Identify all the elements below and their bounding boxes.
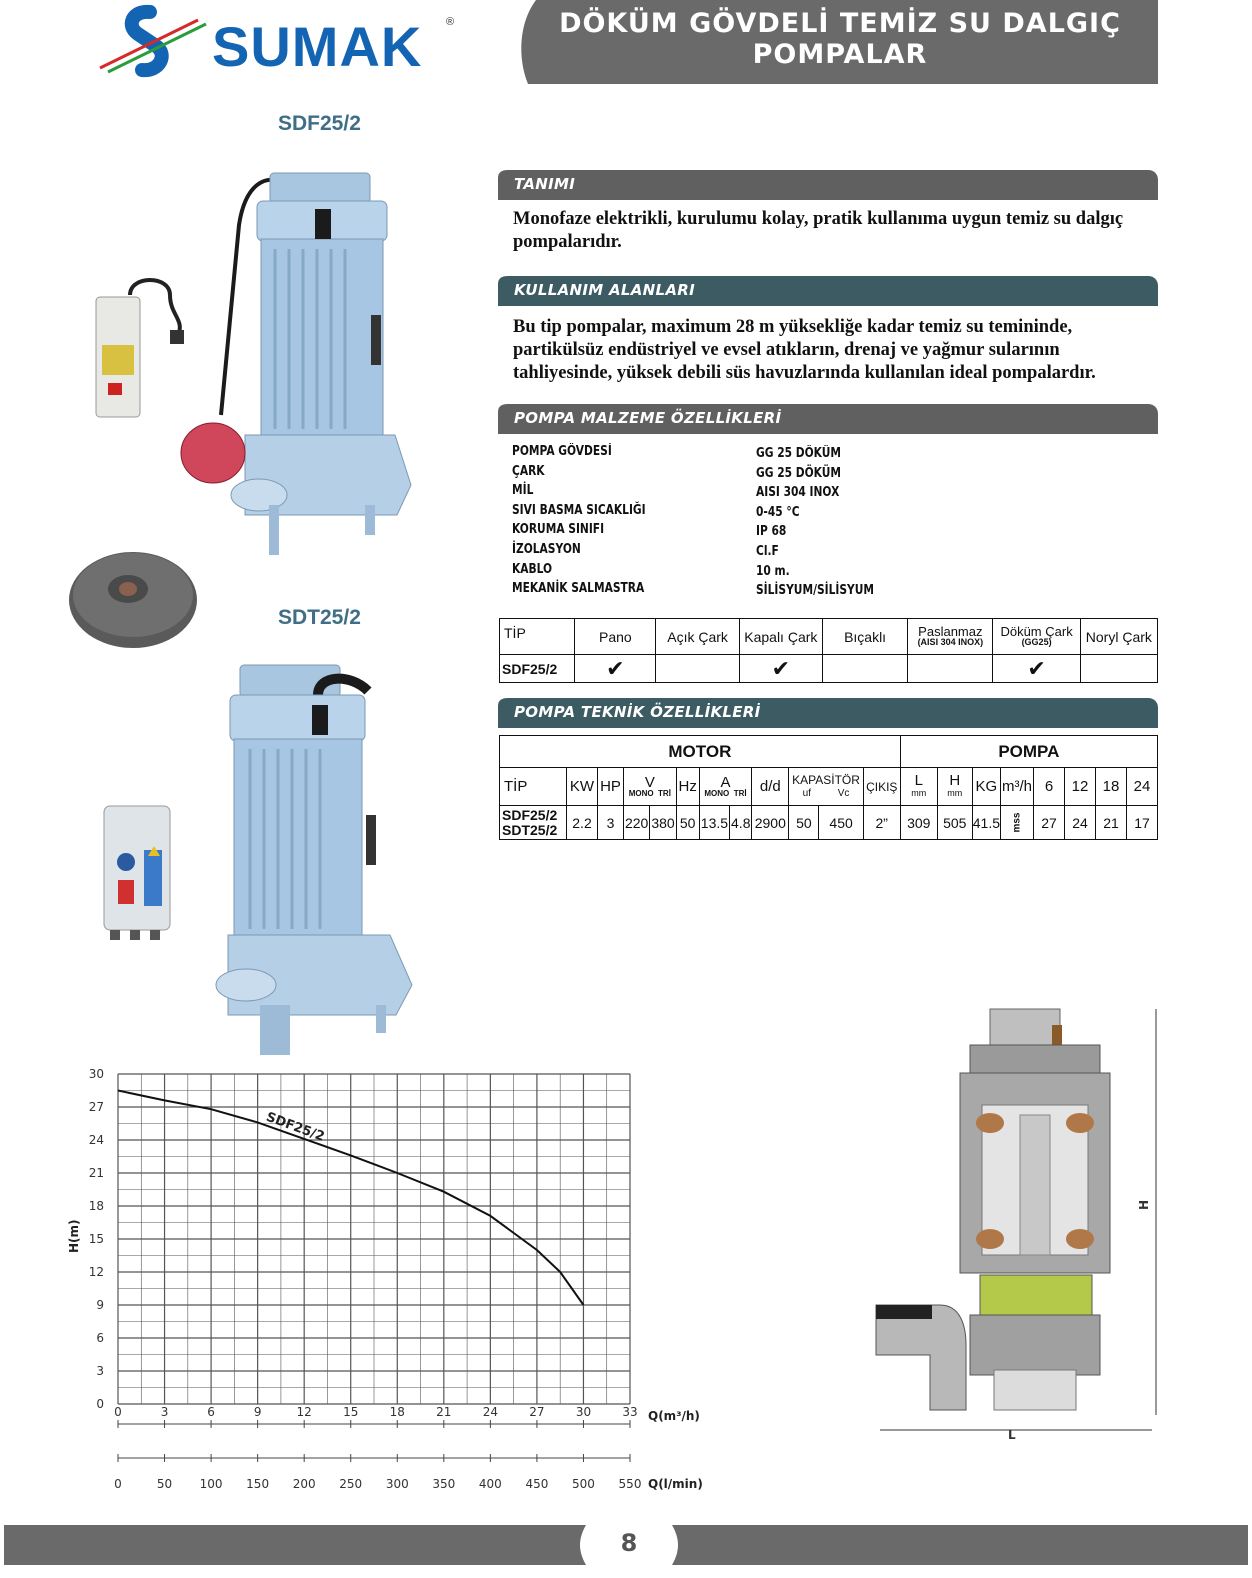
pump-sdt-image xyxy=(200,655,425,1065)
chart-x2-tick-label: 100 xyxy=(199,1477,223,1491)
kap-vc: Vc xyxy=(837,787,850,799)
tech-h12: 24 xyxy=(1065,806,1096,840)
l-label: L xyxy=(914,771,923,789)
tech-header-hp: HP xyxy=(598,768,624,806)
chart-x2-tick-label: 450 xyxy=(525,1477,549,1491)
tech-mss-cell xyxy=(1001,806,1034,840)
feature-empty-acik xyxy=(656,655,739,683)
chart-x-tick-label: 9 xyxy=(253,1405,262,1419)
tech-kw: 2.2 xyxy=(567,806,598,840)
a-label: A xyxy=(720,773,731,791)
feature-header-kapali: Kapalı Çark xyxy=(739,619,822,655)
tech-header-v xyxy=(624,768,677,806)
material-value: 10 m. xyxy=(756,563,790,579)
dokum-sub: (GG25) xyxy=(1021,637,1052,647)
material-value: AISI 304 INOX xyxy=(756,485,840,501)
page-title xyxy=(540,8,1140,70)
chart-y-tick-label: 6 xyxy=(96,1331,104,1345)
tech-row-tip xyxy=(500,806,567,840)
chart-y-tick-label: 21 xyxy=(88,1166,104,1180)
chart-x2-tick-label: 500 xyxy=(572,1477,595,1491)
feature-header-acik: Açık Çark xyxy=(656,619,739,655)
tech-header-a xyxy=(699,768,752,806)
tech-v-tri: 380 xyxy=(650,806,676,840)
paslanmaz-label: Paslanmaz xyxy=(918,624,983,639)
pompa-header: POMPA xyxy=(900,736,1157,768)
kullanim-section-bar xyxy=(498,276,1158,306)
motor-header: MOTOR xyxy=(500,736,901,768)
chart-x2-axis-label: Q(l/min) xyxy=(648,1477,703,1491)
pump-cross-section-image xyxy=(870,1005,1165,1445)
feature-header-tip: TİP xyxy=(500,619,575,655)
material-values xyxy=(756,444,920,601)
l-unit: mm xyxy=(911,787,927,798)
feature-table xyxy=(499,618,1158,683)
chart-x2-tick-label: 300 xyxy=(385,1477,409,1491)
chart-y-tick-label: 24 xyxy=(88,1133,104,1147)
page-number: 8 xyxy=(620,1529,638,1557)
tech-h18: 21 xyxy=(1096,806,1127,840)
logo-emblem-icon xyxy=(98,6,218,84)
tech-header-q24: 24 xyxy=(1127,768,1158,806)
feature-header-paslanmaz xyxy=(908,619,993,655)
teknik-section-bar xyxy=(498,698,1158,728)
title-line-1: DÖKÜM GÖVDELİ TEMİZ SU DALGIÇ xyxy=(559,8,1121,39)
tech-header-q6: 6 xyxy=(1034,768,1065,806)
material-label: ÇARK xyxy=(512,463,545,479)
feature-check-kapali: ✔ xyxy=(739,655,822,683)
chart-y-tick-label: 18 xyxy=(88,1199,104,1213)
pump-sdf-image xyxy=(175,165,420,570)
chart-x2-tick-label: 550 xyxy=(618,1477,642,1491)
material-label: KORUMA SINIFI xyxy=(512,522,605,538)
dokum-label: Döküm Çark xyxy=(1000,624,1073,639)
control-panel-2-image xyxy=(100,800,185,945)
title-line-2: POMPALAR xyxy=(752,39,928,70)
material-label: SIVI BASMA SICAKLIĞI xyxy=(512,502,646,518)
feature-header-bicakli: Bıçaklı xyxy=(822,619,907,655)
chart-x2-tick-label: 400 xyxy=(478,1477,502,1491)
chart-x-tick-label: 6 xyxy=(207,1405,215,1419)
chart-x-axis-label: Q(m³/h) xyxy=(648,1409,700,1423)
paslanmaz-sub: (AISI 304 INOX) xyxy=(917,637,984,647)
tech-kap-uf: 50 xyxy=(789,806,819,840)
tech-header-dd: d/d xyxy=(752,768,789,806)
chart-x2-tick-label: 350 xyxy=(432,1477,456,1491)
chart-x-ticks xyxy=(114,1405,637,1428)
tech-h6: 27 xyxy=(1034,806,1065,840)
a-tri: TRİ xyxy=(733,788,747,798)
tech-tip-2: SDT25/2 xyxy=(502,821,558,838)
malzeme-section-bar xyxy=(498,404,1158,434)
tech-hz: 50 xyxy=(676,806,699,840)
tech-header-h xyxy=(937,768,972,806)
material-label: İZOLASYON xyxy=(512,541,581,557)
h-label: H xyxy=(949,771,961,789)
chart-y-tick-label: 3 xyxy=(96,1364,104,1378)
chart-x2-tick-label: 50 xyxy=(156,1477,173,1491)
tech-header-tip: TİP xyxy=(500,768,567,806)
chart-x-tick-label: 24 xyxy=(482,1405,499,1419)
feature-check-pano: ✔ xyxy=(575,655,656,683)
registered-mark: ® xyxy=(446,16,455,28)
chart-x-tick-label: 12 xyxy=(296,1405,312,1419)
tech-header-q12: 12 xyxy=(1065,768,1096,806)
tech-tip-1: SDF25/2 xyxy=(502,806,558,823)
tech-header-kg: KG xyxy=(972,768,1000,806)
tech-header-l xyxy=(900,768,937,806)
chart-x2-ticks xyxy=(114,1454,641,1491)
kullanim-text: Bu tip pompalar, maximum 28 m yüksekliğe kadar temiz su temininde, partikülsüz endüstriyel ve evsel atıkların, drenaj ve yağmur sularının tahliyesinde, yüksek debili süs havuzlarında kullanılan ideal pompalardır. xyxy=(513,317,1096,383)
material-label: POMPA GÖVDESİ xyxy=(512,444,612,459)
tech-dd: 2900 xyxy=(752,806,789,840)
material-label: MİL xyxy=(512,483,534,499)
chart-x-tick-label: 30 xyxy=(575,1405,592,1419)
feature-check-dokum: ✔ xyxy=(993,655,1080,683)
material-value: GG 25 DÖKÜM xyxy=(756,465,842,481)
tech-kap-vc: 450 xyxy=(819,806,863,840)
chart-x-tick-label: 3 xyxy=(160,1405,169,1419)
a-mono: MONO xyxy=(704,788,730,798)
h-unit: mm xyxy=(947,787,963,798)
material-label: KABLO xyxy=(512,561,553,577)
chart-y-axis-label: H(m) xyxy=(67,1219,81,1253)
chart-series-label: SDF25/2 xyxy=(264,1109,327,1145)
kullanim-heading: KULLANIM ALANLARI xyxy=(514,281,696,299)
chart-y-tick-label: 12 xyxy=(88,1265,104,1279)
model-label-sdt: SDT25/2 xyxy=(278,606,361,629)
chart-x-tick-label: 27 xyxy=(529,1405,545,1419)
impeller-image xyxy=(66,545,201,655)
feature-header-dokum xyxy=(993,619,1080,655)
chart-y-tick-label: 15 xyxy=(88,1232,104,1246)
tech-a-mono: 13.5 xyxy=(699,806,730,840)
dimension-l-label: L xyxy=(1008,1428,1016,1442)
chart-y-tick-label: 9 xyxy=(96,1298,104,1312)
tech-l: 309 xyxy=(900,806,937,840)
chart-grid xyxy=(118,1074,630,1404)
chart-x2-tick-label: 150 xyxy=(246,1477,270,1491)
tech-v-mono: 220 xyxy=(624,806,650,840)
tanimi-text: Monofaze elektrikli, kurulumu kolay, pratik kullanıma uygun temiz su dalgıç pompalarıdır. xyxy=(513,209,1124,252)
tech-h24: 17 xyxy=(1127,806,1158,840)
teknik-heading: POMPA TEKNİK ÖZELLİKLERİ xyxy=(514,703,761,721)
tech-kg: 41.5 xyxy=(972,806,1000,840)
material-labels xyxy=(512,442,709,599)
feature-empty-bicakli xyxy=(822,655,907,683)
tanimi-section-bar xyxy=(498,170,1158,200)
tech-hp: 3 xyxy=(598,806,624,840)
tech-header-kw: KW xyxy=(567,768,598,806)
material-value: 0-45 °C xyxy=(756,504,800,520)
material-label: MEKANİK SALMASTRA xyxy=(512,581,645,597)
tech-header-q18: 18 xyxy=(1096,768,1127,806)
chart-x-tick-label: 15 xyxy=(343,1405,359,1419)
chart-x2-tick-label: 0 xyxy=(114,1477,122,1491)
material-value: GG 25 DÖKÜM xyxy=(756,446,842,461)
chart-y-tick-label: 30 xyxy=(88,1067,104,1081)
tech-header-hz: Hz xyxy=(676,768,699,806)
tech-header-cikis: ÇIKIŞ xyxy=(863,768,900,806)
chart-y-tick-label: 0 xyxy=(96,1397,104,1411)
model-label-sdf: SDF25/2 xyxy=(278,112,361,135)
tech-a-tri: 4.8 xyxy=(730,806,752,840)
tech-mss: mss xyxy=(1011,812,1023,833)
feature-header-pano: Pano xyxy=(575,619,656,655)
tech-header-m3h: m³/h xyxy=(1001,768,1034,806)
chart-x-tick-label: 33 xyxy=(622,1405,638,1419)
tech-h: 505 xyxy=(937,806,972,840)
chart-x2-tick-label: 200 xyxy=(292,1477,316,1491)
feature-row-tip: SDF25/2 xyxy=(500,655,575,683)
material-value: Cl.F xyxy=(756,543,779,559)
chart-x-tick-label: 0 xyxy=(114,1405,122,1419)
tech-cikis: 2” xyxy=(863,806,900,840)
brand-name: SUMAK xyxy=(212,15,423,78)
kap-uf: uf xyxy=(802,787,811,799)
chart-x2-tick-label: 250 xyxy=(339,1477,363,1491)
v-label: V xyxy=(644,773,655,791)
kap-label: KAPASİTÖR xyxy=(792,772,860,787)
malzeme-heading: POMPA MALZEME ÖZELLİKLERİ xyxy=(514,409,782,427)
dimension-h-label: H xyxy=(1137,1199,1151,1210)
chart-x-tick-label: 18 xyxy=(389,1405,405,1419)
v-mono: MONO xyxy=(628,788,654,798)
chart-y-tick-label: 27 xyxy=(88,1100,104,1114)
feature-empty-noryl xyxy=(1080,655,1157,683)
v-tri: TRİ xyxy=(658,788,671,798)
chart-x-tick-label: 21 xyxy=(436,1405,452,1419)
feature-header-noryl: Noryl Çark xyxy=(1080,619,1157,655)
chart-y-ticks xyxy=(89,1067,104,1411)
tech-table xyxy=(499,735,1158,840)
tech-header-kapasitor xyxy=(789,768,863,806)
material-value: SİLİSYUM/SİLİSYUM xyxy=(756,583,875,599)
material-value: IP 68 xyxy=(756,524,787,540)
performance-chart xyxy=(60,1060,720,1491)
tanimi-heading: TANIMI xyxy=(514,175,576,193)
feature-empty-paslanmaz xyxy=(908,655,993,683)
